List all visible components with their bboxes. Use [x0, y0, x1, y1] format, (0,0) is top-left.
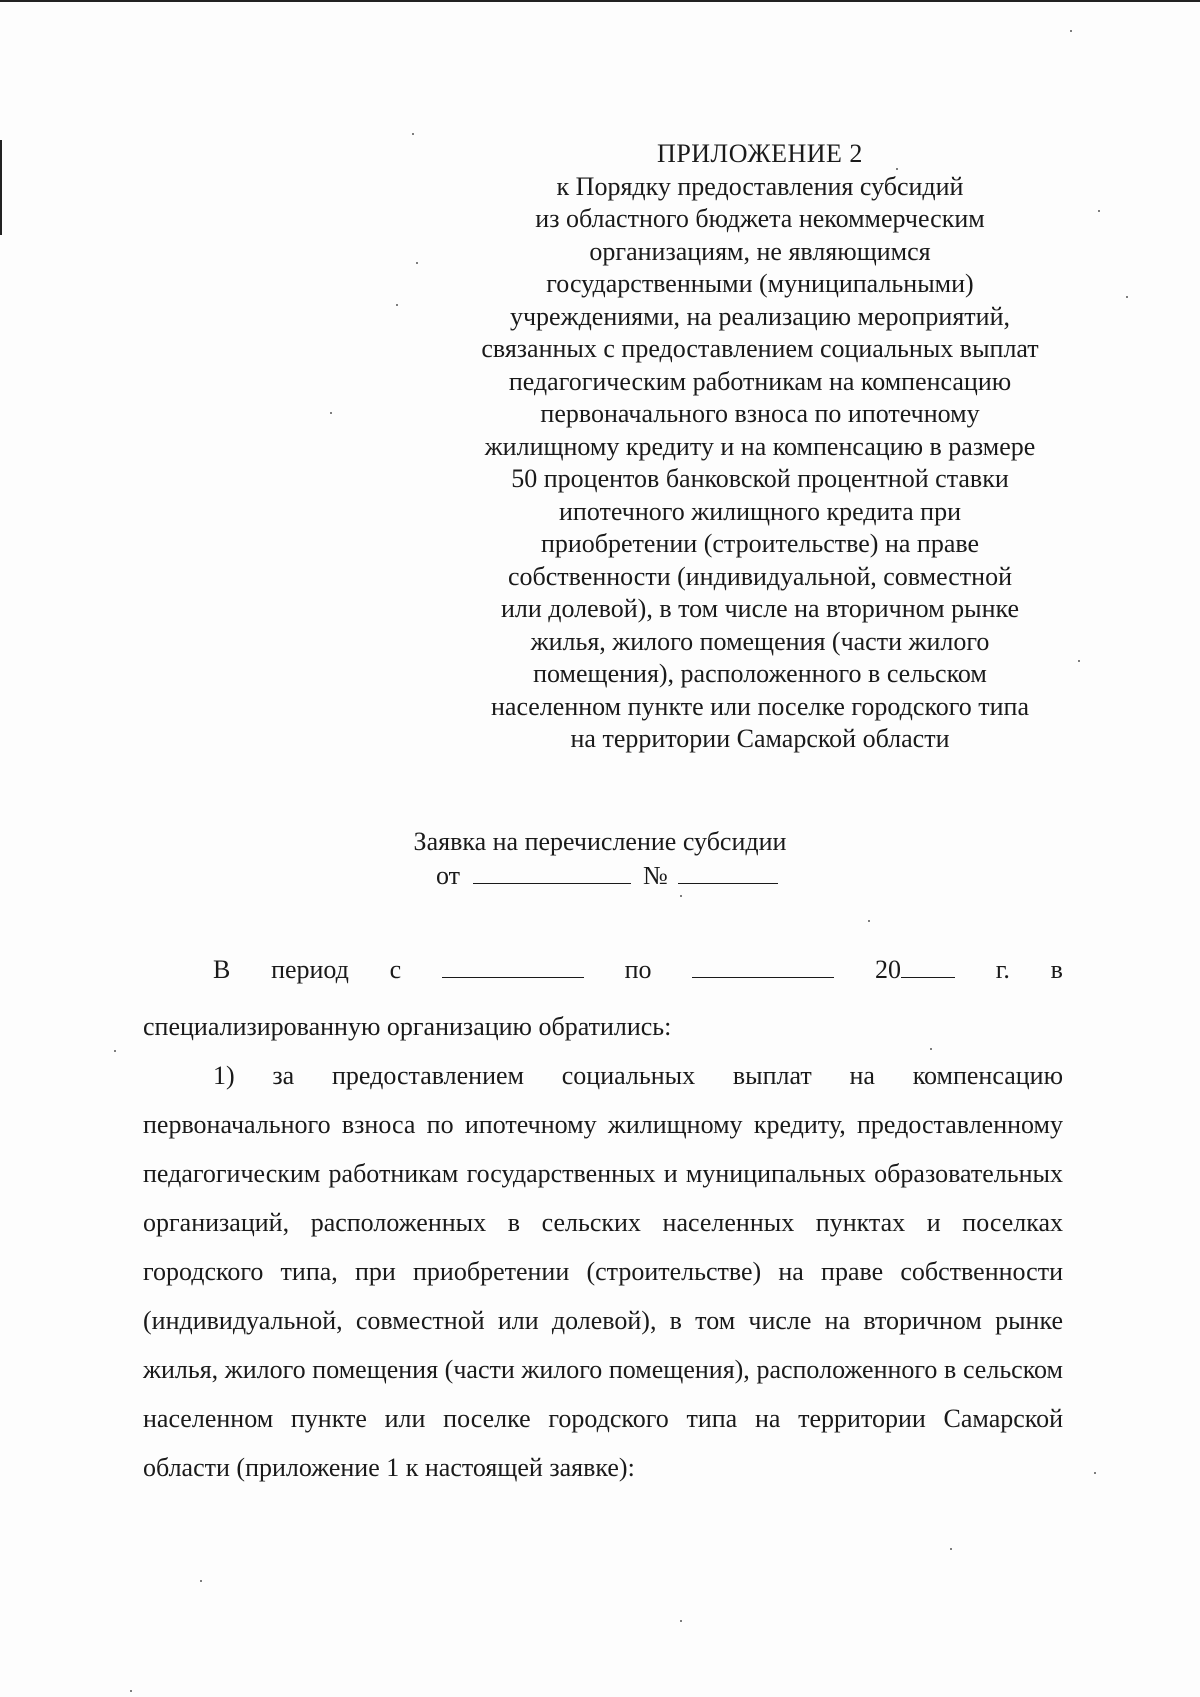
scan-speck	[114, 1050, 116, 1052]
period-word: период	[271, 955, 349, 984]
appendix-line: организациям, не являющимся	[589, 236, 931, 266]
scan-top-edge	[0, 0, 1200, 2]
appendix-line: из областного бюджета некоммерческим	[535, 204, 985, 233]
scan-speck	[680, 1620, 682, 1622]
scan-speck	[950, 1548, 952, 1550]
appendix-line: на территории Самарской области	[570, 724, 950, 753]
appendix-line: или долевой), в том числе на вторичном рынке	[500, 594, 1020, 623]
period-word: в	[1050, 955, 1063, 984]
appendix-line: жилья, жилого помещения (части жилого	[530, 626, 990, 656]
appendix-line: собственности (индивидуальной, совместной	[507, 561, 1012, 591]
appendix-line: 50 процентов банковской процентной ставки	[511, 464, 1009, 493]
scan-speck	[1098, 210, 1100, 212]
appendix-line: жилищному кредиту и на компенсацию в размере	[484, 431, 1036, 461]
appendix-line: к Порядку предоставления субсидий	[556, 171, 964, 201]
period-start-blank	[442, 957, 584, 978]
scan-speck	[1094, 1472, 1096, 1474]
scan-speck	[416, 262, 418, 264]
scan-speck	[396, 304, 398, 306]
appendix-line: населенном пункте или поселке городского типа	[490, 691, 1030, 721]
appendix-line: учреждениями, на реализацию мероприятий,	[509, 301, 1010, 331]
year-field	[875, 955, 955, 985]
period-word: по	[624, 955, 652, 984]
number-blank	[678, 863, 778, 884]
request-title: Заявка на перечисление субсидии	[413, 827, 787, 856]
appendix-line: педагогическим работникам на компенсацию	[508, 366, 1012, 396]
appendix-line: приобретении (строительстве) на праве	[540, 529, 980, 558]
appendix-title: ПРИЛОЖЕНИЕ 2	[657, 139, 863, 168]
scan-speck	[1070, 30, 1072, 32]
year-blank	[901, 957, 955, 978]
scan-speck	[868, 920, 870, 922]
period-line	[143, 955, 1063, 985]
appendix-line: ипотечного жилищного кредита при	[559, 496, 961, 526]
scan-left-edge-mark	[0, 140, 2, 235]
number-label: №	[643, 861, 668, 890]
appendix-line: связанных с предоставлением социальных выплат	[481, 334, 1039, 363]
period-continuation: специализированную организацию обратились:	[143, 1012, 672, 1041]
scan-speck	[1126, 296, 1128, 298]
item-1-paragraph: 1) за предоставлением социальных выплат на компенсацию первоначального взноса по ипотечному жилищному кредиту, предоставленному педагогическим работникам государственных и муниципальных образовательных организаций, расположенных в сельских населенных пунктах и поселках городского типа, при приобретении (строительстве) на праве собственности (индивидуальной, совместной или долевой), в том числе на вторичном рынке жилья, жилого помещения (части жилого помещения), расположенного в сельском населенном пункте или поселке городского типа на территории Самарской области (приложение 1 к настоящей заявке):	[143, 1061, 1063, 1482]
scan-speck	[330, 412, 332, 414]
scan-speck	[130, 1690, 132, 1692]
appendix-line: государственными (муниципальными)	[546, 269, 974, 298]
appendix-line: помещения), расположенного в сельском	[533, 659, 987, 688]
date-blank	[473, 863, 631, 884]
from-label: от	[436, 861, 461, 890]
year-prefix: 20	[874, 955, 901, 984]
scan-speck	[412, 133, 414, 135]
scan-speck	[200, 1580, 202, 1582]
period-end-blank	[692, 957, 834, 978]
appendix-header	[440, 138, 1080, 756]
appendix-line: первоначального взноса по ипотечному	[540, 399, 980, 428]
scan-speck	[680, 895, 682, 897]
period-word: В	[213, 955, 231, 984]
period-word: г.	[995, 955, 1010, 984]
period-word: с	[389, 955, 402, 984]
request-date-number-line	[436, 860, 778, 892]
